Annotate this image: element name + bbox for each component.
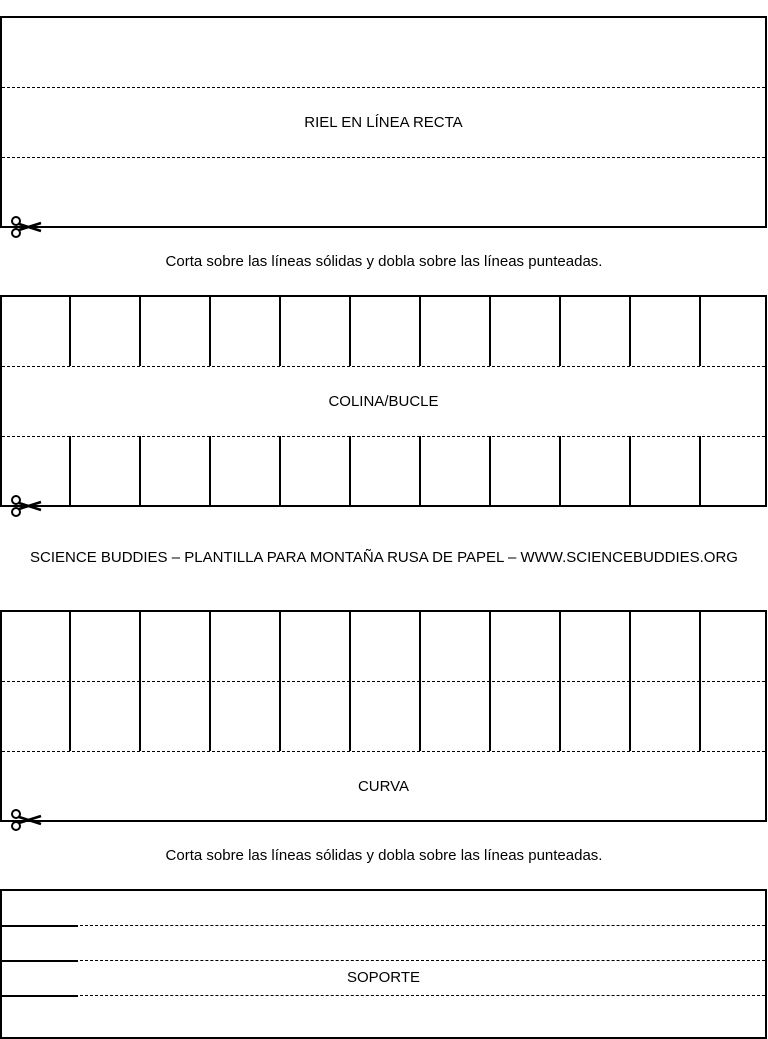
fold-line [80,925,765,926]
curve-label: CURVA [357,778,410,795]
cut-line [699,436,701,505]
fold-line [2,366,765,367]
cut-line [279,436,281,505]
footer-credit: SCIENCE BUDDIES – PLANTILLA PARA MONTAÑA RUSA DE PAPEL – WWW.SCIENCEBUDDIES.ORG [30,549,738,566]
curve-template [0,610,767,822]
fold-line [2,87,765,88]
cut-line [279,297,281,366]
support-template [0,889,767,1039]
scissors-icon [8,809,44,831]
cut-line [69,297,71,366]
scissors-icon [8,495,44,517]
cut-line [489,297,491,366]
cut-line [69,436,71,505]
support-label: SOPORTE [346,969,421,986]
cut-line [349,297,351,366]
cut-line [559,436,561,505]
hill-loop-template [0,295,767,507]
cut-line [629,297,631,366]
cut-line [629,436,631,505]
cut-line [139,436,141,505]
cut-line [2,995,78,997]
straight-track-label: RIEL EN LÍNEA RECTA [304,114,463,131]
cut-line [349,436,351,505]
cut-fold-instruction: Corta sobre las líneas sólidas y dobla sobre las líneas punteadas. [165,847,603,864]
cut-line [419,297,421,366]
fold-line [2,681,765,682]
fold-line [80,995,765,996]
cut-line [559,297,561,366]
cut-line [209,436,211,505]
fold-line [2,436,765,437]
straight-track-template [0,16,767,228]
cut-line [209,297,211,366]
cut-fold-instruction: Corta sobre las líneas sólidas y dobla sobre las líneas punteadas. [165,253,603,270]
cut-line [139,297,141,366]
cut-line [489,436,491,505]
hill-loop-label: COLINA/BUCLE [328,393,439,410]
cut-line [419,436,421,505]
scissors-icon [8,216,44,238]
fold-line [80,960,765,961]
fold-line [2,751,765,752]
cut-line [2,960,78,962]
cut-line [699,297,701,366]
cut-line [2,925,78,927]
fold-line [2,157,765,158]
